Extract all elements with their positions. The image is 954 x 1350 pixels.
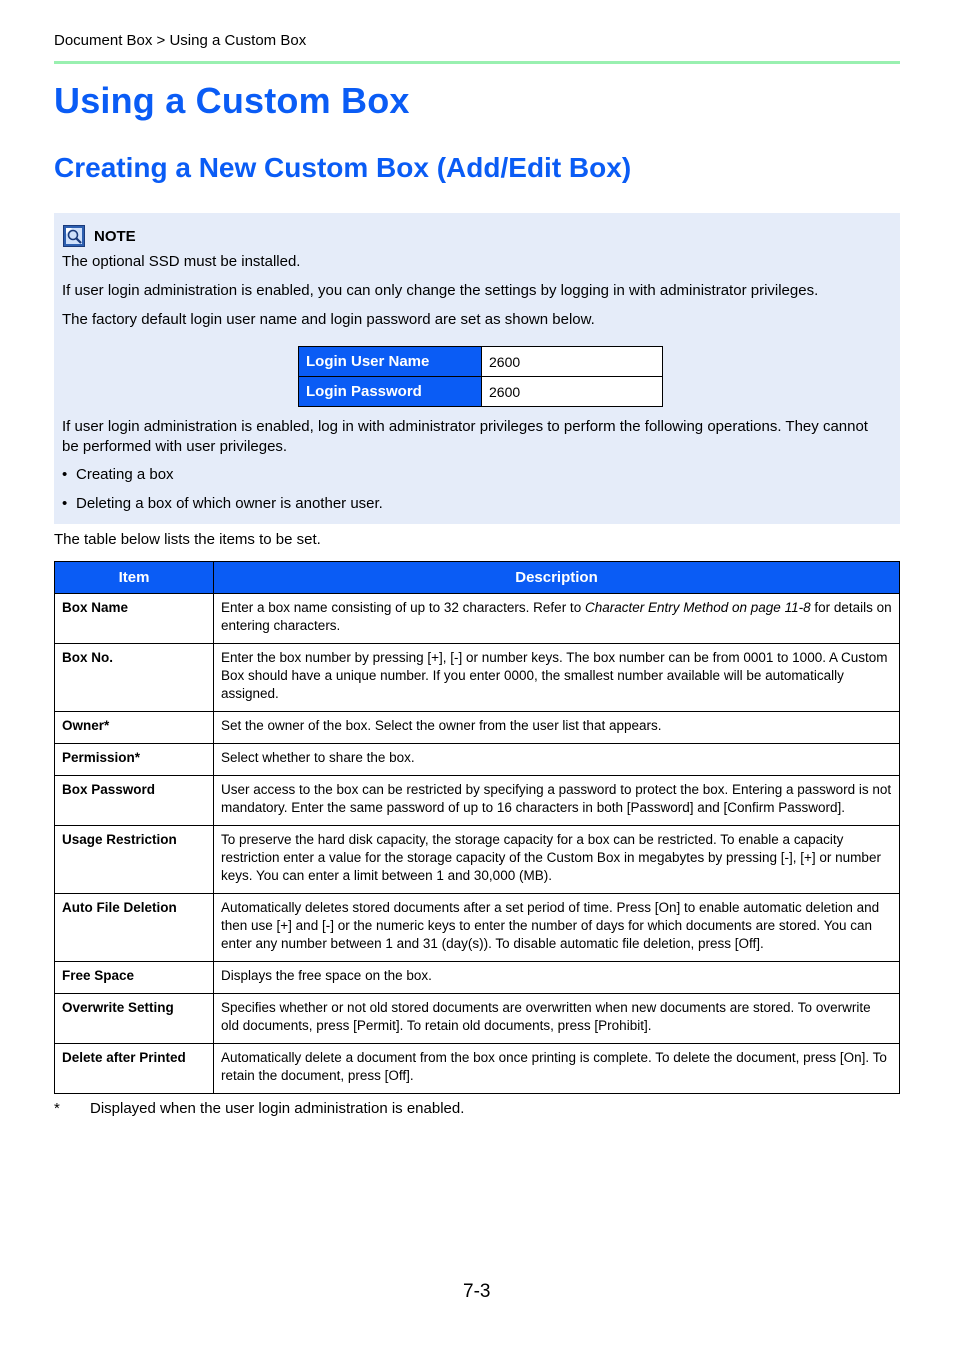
- description-cell: [214, 594, 900, 644]
- description-cell: To preserve the hard disk capacity, the storage capacity for a box can be restricted. To enable a capacity restriction enter a value for the storage capacity of the Custom Box in megabytes by pressing [-], [+] or number keys. You can enter a limit between 1 and 30,000 (MB).: [214, 826, 900, 894]
- item-cell: Free Space: [55, 962, 214, 994]
- item-cell: Usage Restriction: [55, 826, 214, 894]
- credentials-table: [298, 346, 663, 407]
- table-row: [55, 644, 900, 712]
- settings-table: [54, 561, 900, 1094]
- table-row: [55, 712, 900, 744]
- description-cell: Displays the free space on the box.: [214, 962, 900, 994]
- footnote-text: Displayed when the user login administration is enabled.: [90, 1100, 465, 1117]
- table-row: [299, 377, 663, 407]
- note-icon: [63, 225, 85, 247]
- description-cell: Specifies whether or not old stored documents are overwritten when new documents are stored. To overwrite old documents, press [Permit]. To retain old documents, press [Prohibit].: [214, 994, 900, 1044]
- note-paragraph: If user login administration is enabled, log in with administrator privileges to perform the following operations. They cannot be performed with user privileges.: [62, 418, 868, 455]
- item-cell: Owner*: [55, 712, 214, 744]
- page-number: 7-3: [463, 1281, 491, 1302]
- list-item: • Deleting a box of which owner is another user.: [62, 495, 383, 512]
- column-header-item: Item: [55, 562, 214, 594]
- table-row: [55, 894, 900, 962]
- list-item-text: Creating a box: [76, 466, 174, 483]
- description-text: Enter a box name consisting of up to 32 characters. Refer to: [221, 600, 585, 615]
- table-row: [55, 962, 900, 994]
- table-row: [55, 594, 900, 644]
- item-cell: Overwrite Setting: [55, 994, 214, 1044]
- item-cell: Box Name: [55, 594, 214, 644]
- note-line: The factory default login user name and login password are set as shown below.: [62, 311, 595, 328]
- column-header-description: Description: [214, 562, 900, 594]
- item-cell: Auto File Deletion: [55, 894, 214, 962]
- header-divider: [54, 61, 900, 64]
- description-cell: Automatically delete a document from the box once printing is complete. To delete the document, press [On]. To retain the document, press [Off].: [214, 1044, 900, 1094]
- credential-key: Login User Name: [299, 347, 482, 377]
- section-title: Creating a New Custom Box (Add/Edit Box): [54, 152, 632, 183]
- list-item: • Creating a box: [62, 466, 174, 483]
- intro-text: The table below lists the items to be set.: [54, 531, 321, 548]
- breadcrumb: Document Box > Using a Custom Box: [54, 32, 307, 49]
- credential-key: Login Password: [299, 377, 482, 407]
- page-title: Using a Custom Box: [54, 80, 410, 121]
- note-header: [63, 225, 136, 247]
- description-cell: User access to the box can be restricted by specifying a password to protect the box. Entering a password is not mandatory. Enter the same password of up to 16 characters in both [Password] and [Confirm Password].: [214, 776, 900, 826]
- credential-value: 2600: [482, 347, 663, 377]
- table-row: [55, 826, 900, 894]
- credential-value: 2600: [482, 377, 663, 407]
- item-cell: Box Password: [55, 776, 214, 826]
- description-text: for details on entering characters.: [221, 600, 892, 633]
- note-line: If user login administration is enabled, you can only change the settings by logging in with administrator privileges.: [62, 282, 819, 299]
- table-row: [55, 776, 900, 826]
- footnote: [54, 1100, 464, 1117]
- table-row: [55, 744, 900, 776]
- description-cell: Set the owner of the box. Select the owner from the user list that appears.: [214, 712, 900, 744]
- list-item-text: Deleting a box of which owner is another user.: [76, 495, 383, 512]
- table-row: [55, 994, 900, 1044]
- footnote-mark: *: [54, 1100, 60, 1117]
- note-line: The optional SSD must be installed.: [62, 253, 301, 270]
- table-row: [299, 347, 663, 377]
- table-row: [55, 1044, 900, 1094]
- table-header-row: [55, 562, 900, 594]
- cross-reference-link[interactable]: Character Entry Method on page 11-8: [584, 600, 811, 615]
- note-label: NOTE: [94, 227, 136, 245]
- item-cell: Delete after Printed: [55, 1044, 214, 1094]
- description-cell: Automatically deletes stored documents after a set period of time. Press [On] to enable automatic deletion and then use [+] and [-] or the numeric keys to enter the number of days for which documents are stored. You can enter any number between 1 and 31 (day(s)). To disable automatic file deletion, press [Off].: [214, 894, 900, 962]
- item-cell: Box No.: [55, 644, 214, 712]
- description-cell: Enter the box number by pressing [+], [-] or number keys. The box number can be from 0001 to 1000. A Custom Box should have a unique number. If you enter 0000, the smallest number available will be automatically assigned.: [214, 644, 900, 712]
- item-cell: Permission*: [55, 744, 214, 776]
- note-box: [54, 213, 900, 524]
- description-cell: Select whether to share the box.: [214, 744, 900, 776]
